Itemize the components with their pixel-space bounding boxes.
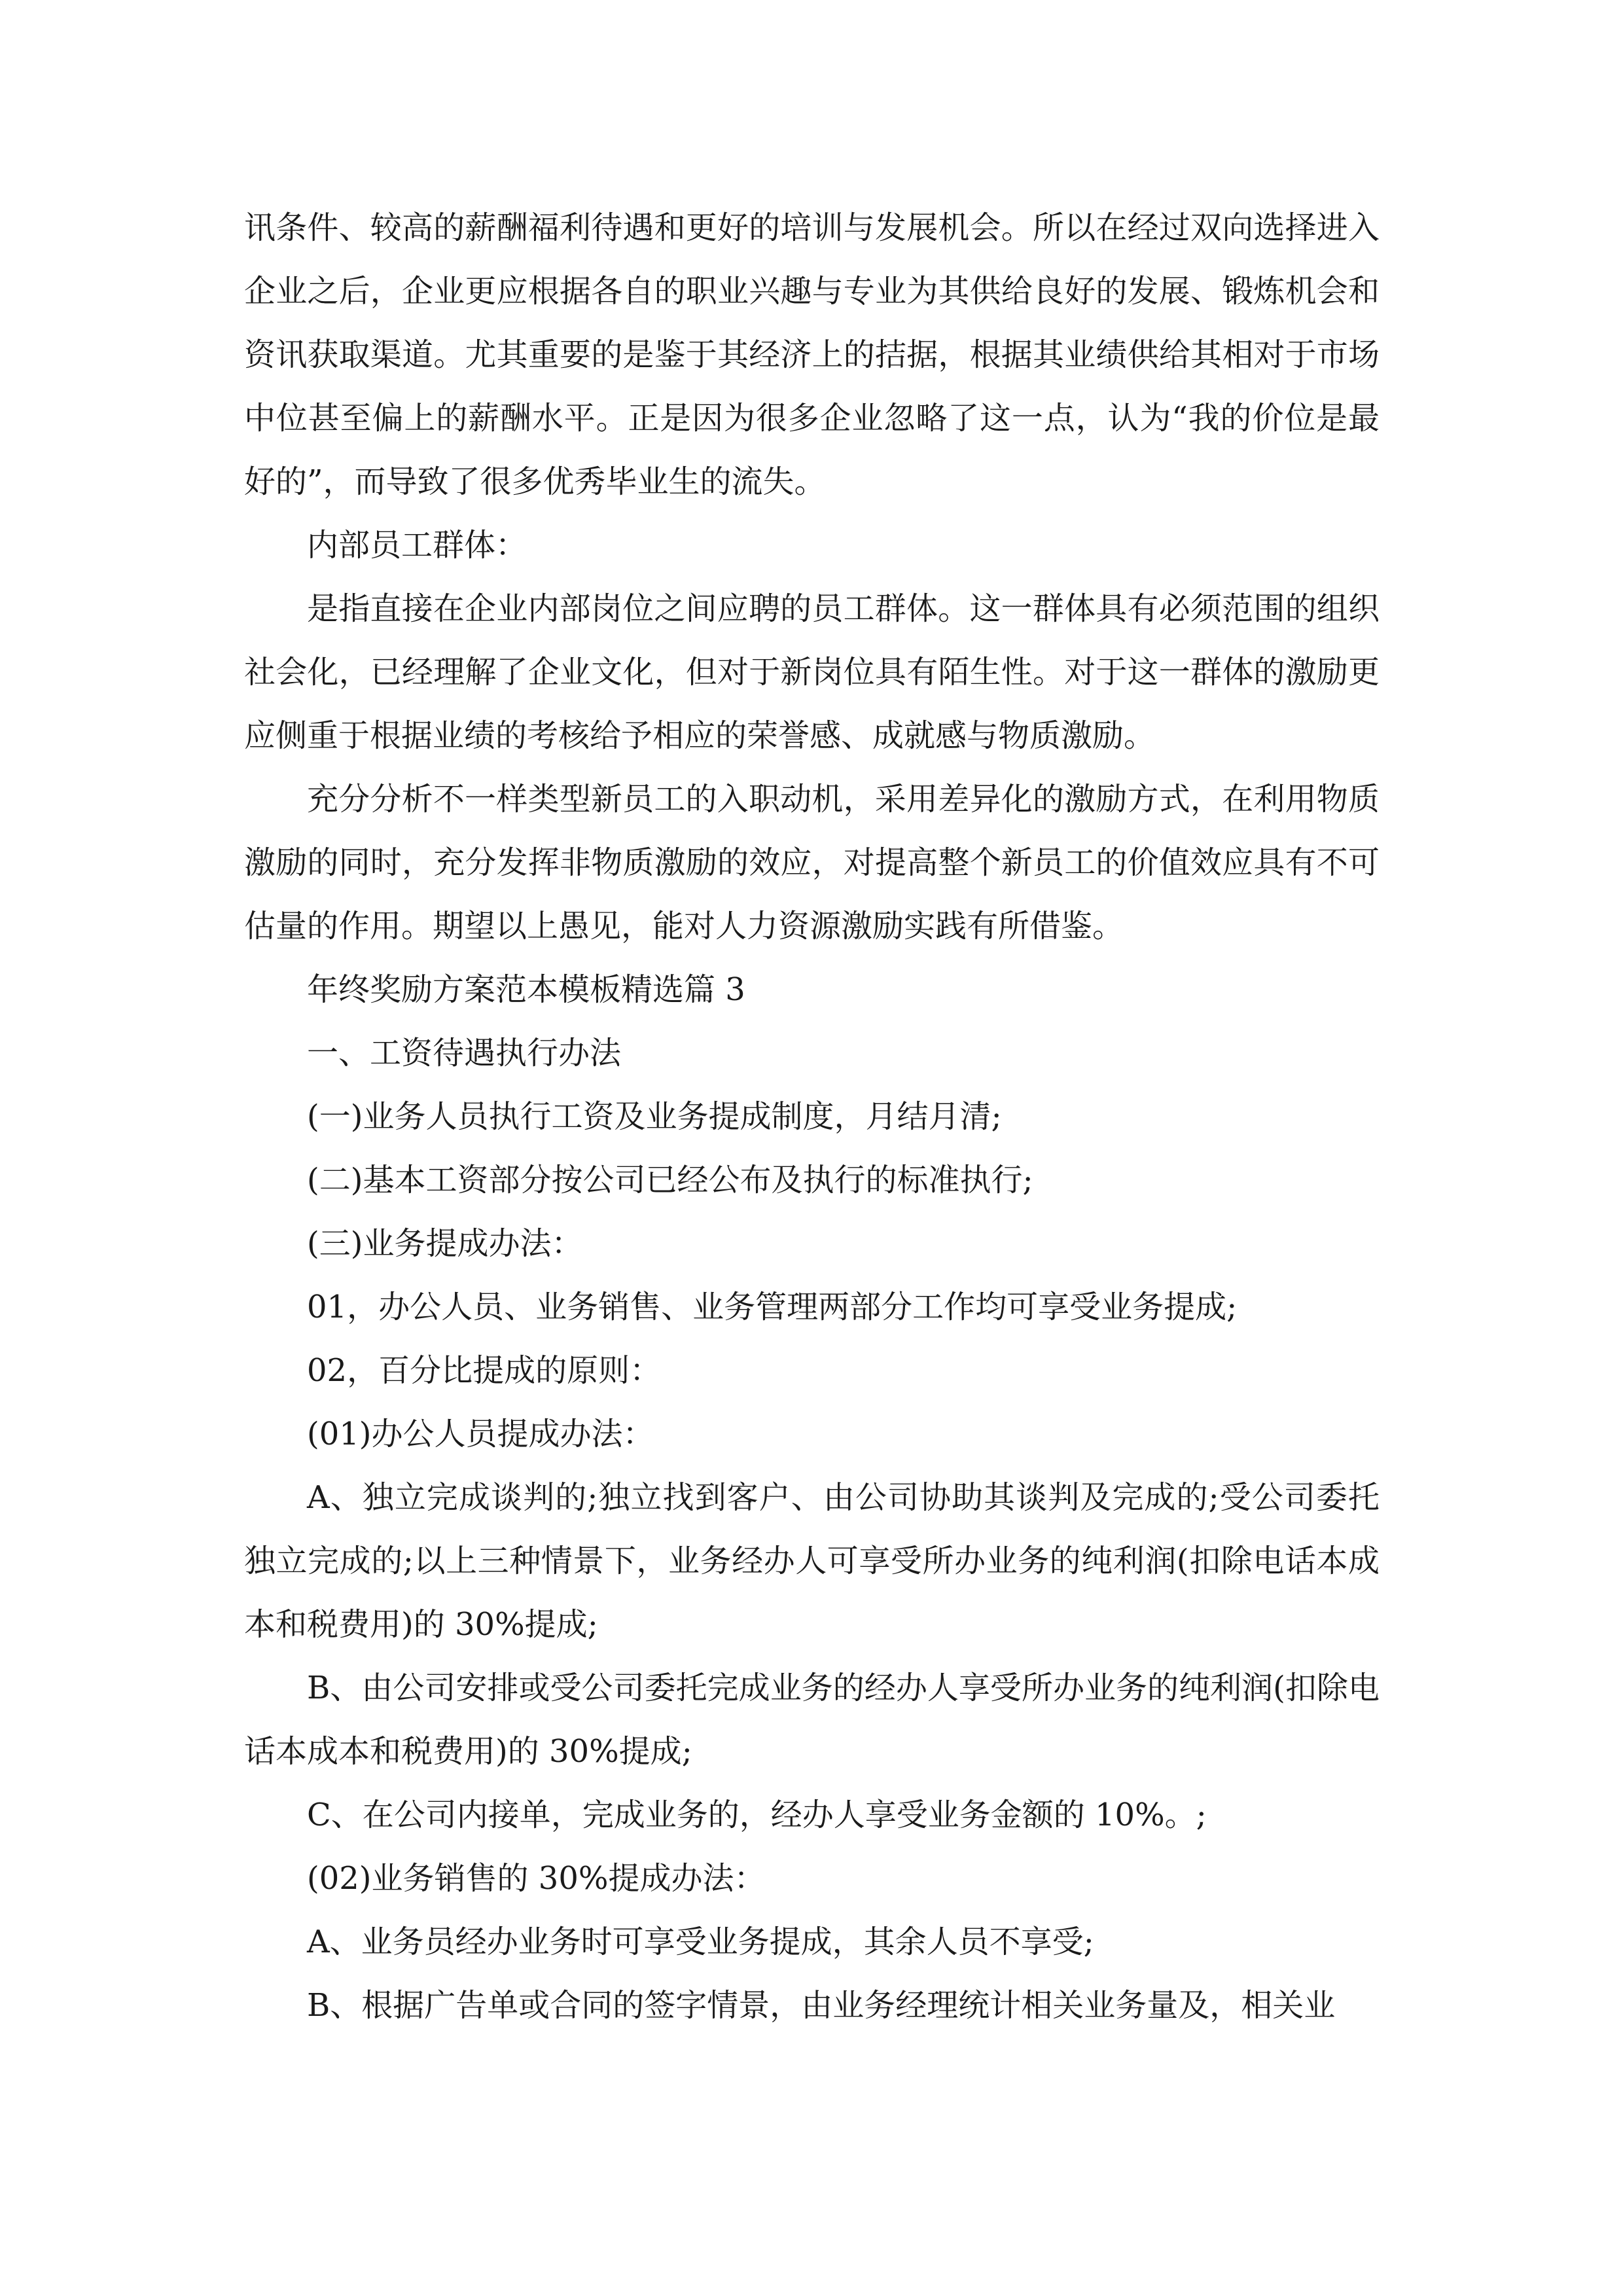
- list-item: A、独立完成谈判的;独立找到客户、由公司协助其谈判及完成的;受公司委托独立完成的;以上三种情景下，业务经办人可享受所办业务的纯利润(扣除电话本成本和税费用)的 30%提成;: [244, 1479, 1380, 1643]
- list-item: (01)办公人员提成办法：: [307, 1416, 654, 1452]
- list-item: 01，办公人员、业务销售、业务管理两部分工作均可享受业务提成;: [307, 1289, 1238, 1325]
- section-title: 年终奖励方案范本模板精选篇 3: [307, 971, 745, 1008]
- document-body: [244, 196, 1380, 2037]
- list-item: (02)业务销售的 30%提成办法：: [307, 1860, 766, 1897]
- list-item: B、根据广告单或合同的签字情景，由业务经理统计相关业务量及，相关业: [307, 1987, 1336, 2024]
- heading-internal-staff-group: 内部员工群体：: [307, 527, 527, 564]
- list-item: (三)业务提成办法：: [307, 1225, 583, 1262]
- list-item: (二)基本工资部分按公司已经公布及执行的标准执行;: [307, 1162, 1033, 1198]
- list-item: A、业务员经办业务时可享受业务提成，其余人员不享受;: [307, 1924, 1094, 1960]
- list-item: 02，百分比提成的原则：: [307, 1352, 662, 1389]
- heading-salary-method: 一、工资待遇执行办法: [307, 1035, 622, 1071]
- paragraph-continuation: 讯条件、较高的薪酬福利待遇和更好的培训与发展机会。所以在经过双向选择进入企业之后，企业更应根据各自的职业兴趣与专业为其供给良好的发展、锻炼机会和资讯获取渠道。尤其重要的是鉴于其经济上的拮据，根据其业绩供给其相对于市场中位甚至偏上的薪酬水平。正是因为很多企业忽略了这一点，认为“我的价位是最好的”，而导致了很多优秀毕业生的流失。: [244, 209, 1380, 500]
- list-item: B、由公司安排或受公司委托完成业务的经办人享受所办业务的纯利润(扣除电话本成本和税费用)的 30%提成;: [244, 1670, 1380, 1770]
- list-item: C、在公司内接单，完成业务的，经办人享受业务金额的 10%。;: [307, 1797, 1207, 1833]
- list-item: (一)业务人员执行工资及业务提成制度，月结月清;: [307, 1098, 1002, 1135]
- paragraph-internal-staff: 是指直接在企业内部岗位之间应聘的员工群体。这一群体具有必须范围的组织社会化，已经理解了企业文化，但对于新岗位具有陌生性。对于这一群体的激励更应侧重于根据业绩的考核给予相应的荣誉感、成就感与物质激励。: [244, 590, 1380, 754]
- paragraph-summary: 充分分析不一样类型新员工的入职动机，采用差异化的激励方式，在利用物质激励的同时，充分发挥非物质激励的效应，对提高整个新员工的价值效应具有不可估量的作用。期望以上愚见，能对人力资源激励实践有所借鉴。: [244, 781, 1380, 944]
